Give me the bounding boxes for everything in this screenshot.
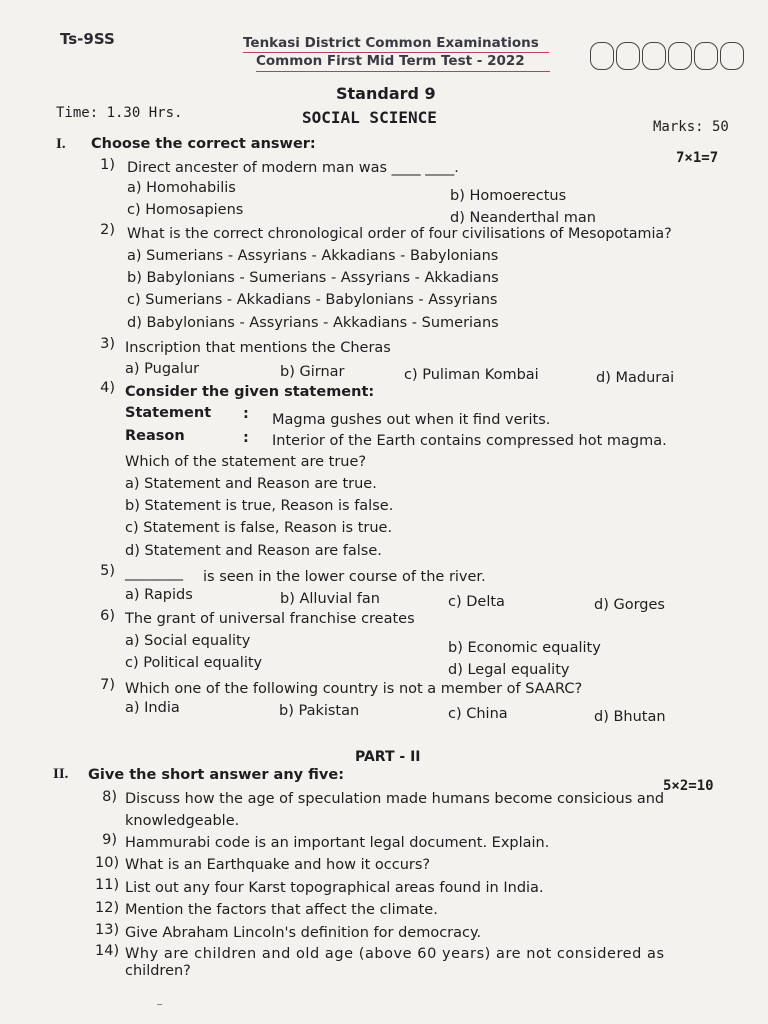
register-box <box>642 42 666 70</box>
option-a: a) Statement and Reason are true. <box>125 476 377 492</box>
question-text: List out any four Karst topographical areas found in India. <box>125 880 544 896</box>
question-number: 7) <box>100 677 115 693</box>
question-text: Which one of the following country is not a member of SAARC? <box>125 681 583 697</box>
question-number: 6) <box>100 608 115 624</box>
question-text: The grant of universal franchise creates <box>125 611 415 627</box>
reason-label: Reason <box>125 428 185 444</box>
question-number: 3) <box>100 336 115 352</box>
standard-label: Standard 9 <box>336 84 436 103</box>
question-number: 1) <box>100 157 115 173</box>
option-b: b) Babylonians - Sumerians - Assyrians - Akkadians <box>127 270 499 286</box>
option-b: b) Alluvial fan <box>280 591 380 607</box>
option-d: d) Babylonians - Assyrians - Akkadians - Sumerians <box>127 315 499 331</box>
option-b: b) Homoerectus <box>450 188 567 204</box>
reason-colon: : <box>243 430 249 446</box>
section-marks-allocation: 5×2=10 <box>663 778 714 794</box>
statement-label: Statement <box>125 405 212 421</box>
question-number: 13) <box>95 922 120 938</box>
answer-blank: ________ <box>125 565 183 581</box>
option-d: d) Neanderthal man <box>450 210 596 226</box>
question-text: What is the correct chronological order of four civilisations of Mesopotamia? <box>127 226 672 242</box>
option-a: a) Social equality <box>125 633 251 649</box>
question-number: 9) <box>102 832 117 848</box>
question-text: Hammurabi code is an important legal document. Explain. <box>125 835 550 851</box>
option-c: c) Delta <box>448 594 505 610</box>
option-d: d) Statement and Reason are false. <box>125 543 382 559</box>
question-number: 10) <box>95 855 120 871</box>
question-text: Consider the given statement: <box>125 384 375 400</box>
section-number: I. <box>56 136 66 152</box>
reason-text: Interior of the Earth contains compressed hot magma. <box>272 433 667 449</box>
option-c: c) Puliman Kombai <box>404 367 539 383</box>
register-box <box>616 42 640 70</box>
option-a: a) Pugalur <box>125 361 200 377</box>
question-number: 12) <box>95 900 120 916</box>
question-text: What is an Earthquake and how it occurs? <box>125 857 431 873</box>
question-text: Discuss how the age of speculation made humans become consicious and <box>125 791 665 807</box>
question-text: Direct ancester of modern man was ____ ____. <box>127 160 459 176</box>
option-c: c) Political equality <box>125 655 263 671</box>
option-d: d) Gorges <box>594 597 665 613</box>
question-number: 14) <box>95 943 120 959</box>
register-box <box>720 42 744 70</box>
section-instruction: Choose the correct answer: <box>91 136 316 152</box>
question-number: 4) <box>100 380 115 396</box>
question-number: 5) <box>100 563 115 579</box>
question-number: 2) <box>100 222 115 238</box>
section-marks-allocation: 7×1=7 <box>676 150 719 166</box>
question-subtext: Which of the statement are true? <box>125 454 367 470</box>
option-b: b) Economic equality <box>448 640 601 656</box>
option-c: c) China <box>448 706 508 722</box>
register-box <box>668 42 692 70</box>
exam-name-underline <box>256 71 550 72</box>
option-c: c) Statement is false, Reason is true. <box>125 520 393 536</box>
option-b: b) Girnar <box>280 364 345 380</box>
option-b: b) Statement is true, Reason is false. <box>125 498 394 514</box>
question-text: Give Abraham Lincoln's definition for democracy. <box>125 925 482 941</box>
option-d: d) Madurai <box>596 370 675 386</box>
question-text: Mention the factors that affect the climate. <box>125 902 438 918</box>
subject-title: SOCIAL SCIENCE <box>302 108 437 127</box>
option-b: b) Pakistan <box>279 703 360 719</box>
register-number-boxes <box>590 42 746 70</box>
question-number: 8) <box>102 789 117 805</box>
marks-label: Marks: 50 <box>653 119 729 135</box>
section-instruction: Give the short answer any five: <box>88 767 344 783</box>
question-text-cont: children? <box>125 963 191 979</box>
stray-mark <box>157 1004 162 1005</box>
option-c: c) Sumerians - Akkadians - Babylonians - Assyrians <box>127 292 498 308</box>
question-text-cont: knowledgeable. <box>125 813 240 829</box>
exam-board-title: Tenkasi District Common Examinations <box>243 35 539 51</box>
statement-colon: : <box>243 406 249 422</box>
option-d: d) Bhutan <box>594 709 666 725</box>
question-text: is seen in the lower course of the river. <box>203 569 486 585</box>
option-d: d) Legal equality <box>448 662 570 678</box>
time-label: Time: 1.30 Hrs. <box>56 105 183 121</box>
register-box <box>694 42 718 70</box>
question-text: Inscription that mentions the Cheras <box>125 340 391 356</box>
exam-code: Ts-9SS <box>60 30 115 48</box>
option-a: a) Sumerians - Assyrians - Akkadians - Babylonians <box>127 248 499 264</box>
register-box <box>590 42 614 70</box>
question-text: Why are children and old age (above 60 years) are not considered as <box>125 946 665 962</box>
option-a: a) Rapids <box>125 587 193 603</box>
option-a: a) Homohabilis <box>127 180 236 196</box>
option-c: c) Homosapiens <box>127 202 244 218</box>
question-number: 11) <box>95 877 120 893</box>
section-number: II. <box>53 766 69 782</box>
statement-text: Magma gushes out when it find verits. <box>272 412 551 428</box>
option-a: a) India <box>125 700 180 716</box>
exam-name: Common First Mid Term Test - 2022 <box>256 53 525 69</box>
part-label: PART - II <box>355 749 421 765</box>
